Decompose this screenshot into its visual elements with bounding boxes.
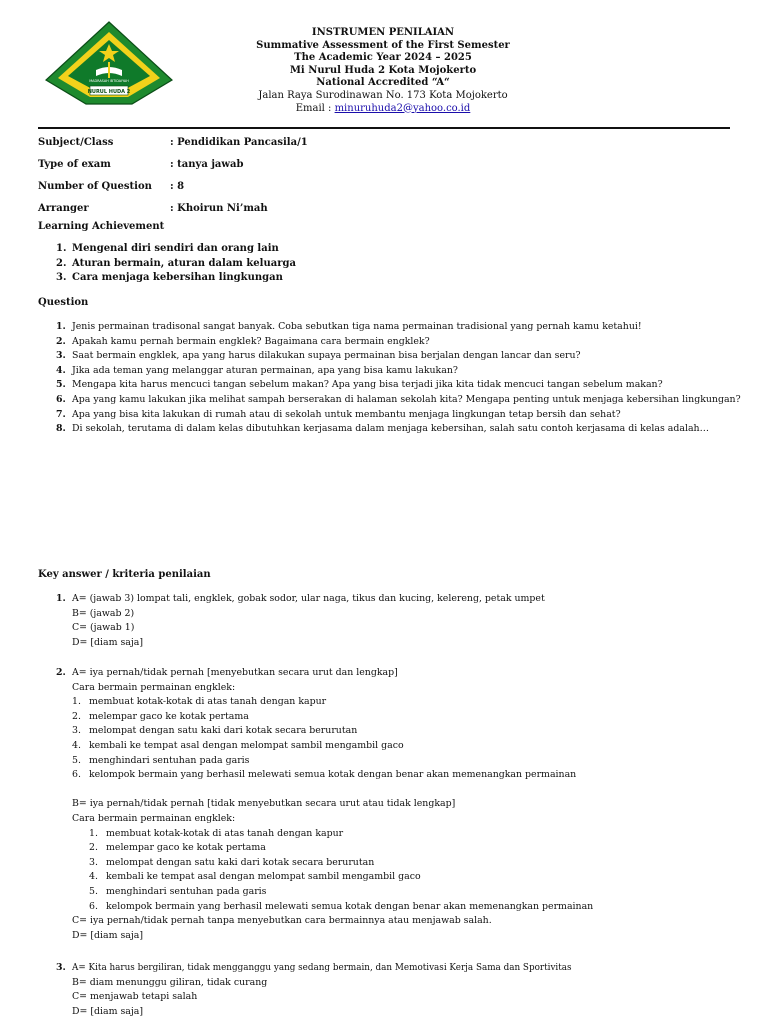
email-label: Email : — [295, 102, 335, 114]
email-link[interactable]: minuruhuda2@yahoo.co.id — [334, 102, 471, 114]
meta-key: Type of exam — [38, 158, 111, 170]
meta-row — [38, 153, 638, 175]
answer-a: A= Kita harus bergiliran, tidak mengganggu yang sedang bermain, dan Memotivasi Kerja Sama dan Sportivitas — [72, 963, 572, 973]
meta-key: Number of Question — [38, 180, 152, 192]
meta-value: : Khoirun Ni’mah — [170, 202, 268, 214]
step-item: 2. melempar gaco ke kotak pertama — [72, 710, 249, 722]
email-line — [190, 103, 576, 116]
step-item: 4. kembali ke tempat asal dengan melompat sambil mengambil gaco — [89, 871, 421, 883]
question-item: 4. Jika ada teman yang melanggar aturan permainan, apa yang bisa kamu lakukan? — [56, 364, 458, 376]
school-address: Jalan Raya Surodinawan No. 173 Kota Mojokerto — [258, 89, 508, 101]
meta-row — [38, 197, 638, 219]
question-item: 8. Di sekolah, terutama di dalam kelas dibutuhkan kerjasama dalam menjaga kebersihan, salah satu contoh kerjasama di kelas adalah… — [56, 423, 709, 435]
step-item: 1. membuat kotak-kotak di atas tanah dengan kapur — [72, 696, 327, 708]
meta-value: : 8 — [170, 180, 185, 192]
question-list — [56, 321, 741, 438]
question-item: 1. Jenis permainan tradisonal sangat banyak. Coba sebutkan tiga nama permainan tradisional yang pernah kamu ketahui! — [56, 321, 642, 332]
school-name: Mi Nurul Huda 2 Kota Mojokerto — [289, 64, 477, 76]
step-item: 5. menghindari sentuhan pada garis — [72, 754, 250, 766]
step-item: 3. melompat dengan satu kaki dari kotak secara berurutan — [72, 725, 358, 737]
key-answer-heading: Key answer / kriteria penilaian — [38, 569, 211, 580]
steps-intro: Cara bermain permainan engklek: — [72, 681, 236, 693]
question-item: 7. Apa yang bisa kita lakukan di rumah atau di sekolah untuk membantu menjaga lingkungan tetap bersih dan sehat? — [56, 408, 621, 420]
question-item: 3. Saat bermain engklek, apa yang harus dilakukan supaya permainan bisa berjalan dengan lancar dan seru? — [56, 350, 581, 362]
answer-a: A= iya pernah/tidak pernah [menyebutkan secara urut dan lengkap] — [72, 667, 398, 678]
list-item: 2. Aturan bermain, aturan dalam keluarga — [56, 257, 296, 269]
answer-d: D= [diam saja] — [72, 929, 144, 941]
school-logo — [44, 20, 174, 110]
answer-c: C= (jawab 1) — [72, 622, 135, 634]
question-item: 2. Apakah kamu pernah bermain engklek? Bagaimana cara bermain engklek? — [56, 335, 430, 347]
answer-d: D= [diam saja] — [72, 636, 144, 648]
meta-key: Subject/Class — [38, 136, 114, 148]
step-item: 5. menghindari sentuhan pada garis — [89, 885, 267, 897]
answer-a: A= (jawab 3) lompat tali, engklek, gobak sodor, ular naga, tikus dan kucing, kelereng, petak umpet — [72, 593, 545, 604]
steps-list — [56, 827, 593, 915]
answer-b: B= diam menunggu giliran, tidak curang — [72, 976, 268, 988]
step-item: 4. kembali ke tempat asal dengan melompat sambil mengambil gaco — [72, 739, 404, 751]
answer-3: 3. A= Kita harus bergiliran, tidak mengganggu yang sedang bermain, dan Memotivasi Kerja Sama dan Sportivitas B= diam menunggu giliran, tidak curang C= menjawab tetapi salah D= [diam saja] — [56, 961, 572, 1019]
header-line-3: The Academic Year 2024 – 2025 — [294, 52, 472, 64]
achievement-heading: Learning Achievement — [38, 221, 165, 232]
achievement-list — [56, 243, 296, 287]
header-line-2: Summative Assessment of the First Semester — [256, 39, 510, 51]
list-item: 3. Cara menjaga kebersihan lingkungan — [56, 272, 283, 283]
question-heading: Question — [38, 297, 89, 308]
exam-metadata — [38, 131, 638, 219]
letterhead — [190, 27, 576, 115]
list-item: 1. Mengenal diri sendiri dan orang lain — [56, 243, 279, 254]
steps-list — [56, 695, 593, 783]
meta-row — [38, 175, 638, 197]
answer-c: C= iya pernah/tidak pernah tanpa menyebutkan cara bermainnya atau menjawab salah. — [72, 915, 492, 927]
header-divider — [38, 127, 730, 129]
answer-b: B= iya pernah/tidak pernah [tidak menyebutkan secara urut atau tidak lengkap] — [72, 798, 456, 810]
steps-intro: Cara bermain permainan engklek: — [72, 812, 236, 824]
question-item: 5. Mengapa kita harus mencuci tangan sebelum makan? Apa yang bisa terjadi jika kita tidak mencuci tangan sebelum makan? — [56, 379, 663, 391]
meta-row — [38, 131, 638, 153]
meta-value: : tanya jawab — [170, 158, 244, 170]
doc-title: INSTRUMEN PENILAIAN — [311, 27, 455, 38]
answer-d: D= [diam saja] — [72, 1005, 144, 1017]
answer-b: B= (jawab 2) — [72, 607, 135, 619]
step-item: 6. kelompok bermain yang berhasil melewati semua kotak dengan benar akan memenangkan permainan — [89, 900, 594, 912]
logo-name: NURUL HUDA 2 — [87, 89, 131, 95]
meta-key: Arranger — [38, 202, 89, 214]
logo-banner: MADRASAH IBTIDAIYAH — [89, 79, 129, 83]
step-item: 6. kelompok bermain yang berhasil melewati semua kotak dengan benar akan memenangkan permainan — [72, 769, 577, 781]
accreditation: National Accredited “A“ — [316, 77, 450, 89]
answer-2: 2. A= iya pernah/tidak pernah [menyebutkan secara urut dan lengkap] Cara bermain permainan engklek: 1. membuat kotak-kotak di atas tanah dengan kapur 2. melempar gaco ke kotak pertama 3. melompat dengan satu kaki dari kotak secara berurutan 4. kembali ke tempat asal dengan melompat sambil mengambil gaco 5. menghindari sentuhan pada garis 6. kelompok bermain yang berhasil melewati semua kotak dengan benar akan memenangkan permainan B= iya pernah/tidak pernah [tidak menyebutkan secara urut atau tidak lengkap] Cara bermain permainan engklek: 1. membuat kotak-kotak di atas tanah dengan kapur 2. melempar gaco ke kotak pertama 3. melompat dengan satu kaki dari kotak secara berurutan 4. kembali ke tempat asal dengan melompat sambil mengambil gaco 5. menghindari sentuhan pada garis 6. kelompok bermain yang berhasil melewati semua kotak dengan benar akan memenangkan permainan C= iya pernah/tidak pernah tanpa menyebutkan cara bermainnya atau menjawab salah. D= [diam saja] — [56, 666, 593, 943]
step-item: 2. melempar gaco ke kotak pertama — [89, 842, 266, 854]
answer-1: 1. A= (jawab 3) lompat tali, engklek, gobak sodor, ular naga, tikus dan kucing, kelereng, petak umpet B= (jawab 2) C= (jawab 1) D= [diam saja] — [56, 592, 545, 650]
answer-c: C= menjawab tetapi salah — [72, 991, 198, 1003]
question-item: 6. Apa yang kamu lakukan jika melihat sampah berserakan di halaman sekolah kita? Mengapa penting untuk menjaga kebersihan lingkungan? — [56, 393, 741, 405]
step-item: 1. membuat kotak-kotak di atas tanah dengan kapur — [89, 827, 344, 839]
step-item: 3. melompat dengan satu kaki dari kotak secara berurutan — [89, 856, 375, 868]
meta-value: : Pendidikan Pancasila/1 — [170, 136, 308, 148]
